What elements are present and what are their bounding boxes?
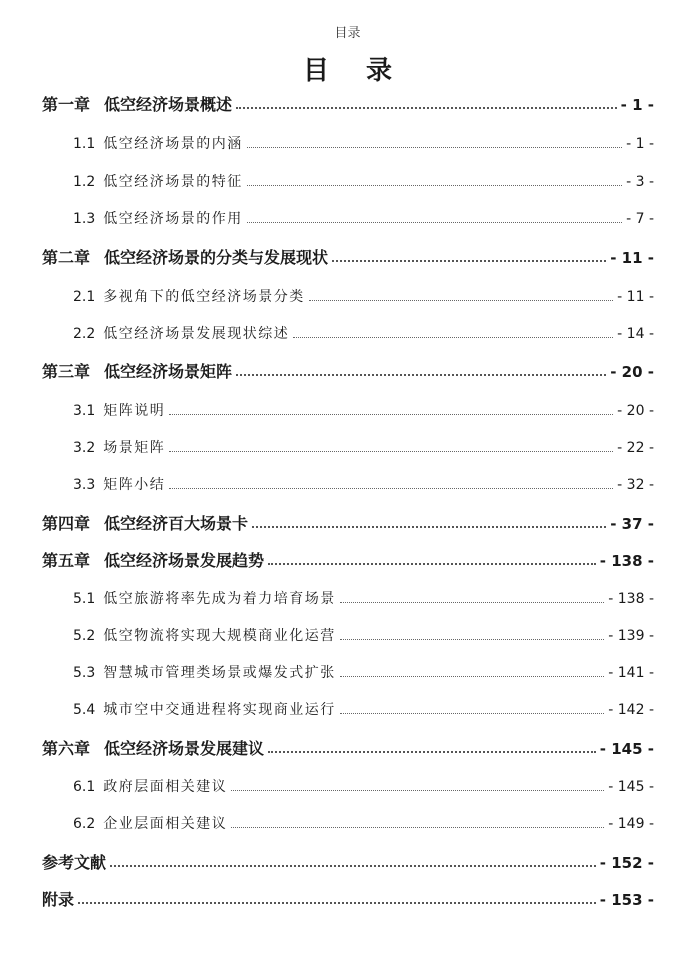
- toc-entry-chapter-4[interactable]: [42, 511, 654, 534]
- entry-page: - 11 -: [610, 249, 654, 267]
- entry-page: - 149 -: [608, 816, 654, 832]
- toc-entry-chapter-3[interactable]: [42, 359, 654, 382]
- entry-page: - 20 -: [610, 363, 654, 381]
- entry-label: 低空旅游将率先成为着力培育场景: [103, 591, 336, 607]
- dot-leader: [247, 147, 622, 148]
- dot-leader: [340, 676, 605, 677]
- entry-number: 6.1: [73, 779, 96, 795]
- dot-leader: [309, 300, 613, 301]
- entry-label: 低空经济场景的内涵: [103, 136, 243, 152]
- toc-entry-references[interactable]: [42, 850, 654, 873]
- dot-leader: [340, 639, 605, 640]
- entry-page: - 1 -: [626, 136, 654, 152]
- entry-page: - 138 -: [608, 591, 654, 607]
- entry-label: 政府层面相关建议: [103, 779, 228, 795]
- toc-entry-section-5-1[interactable]: [73, 588, 654, 608]
- entry-number: 5.3: [73, 665, 96, 681]
- entry-page: - 141 -: [608, 665, 654, 681]
- dot-leader: [231, 827, 604, 828]
- entry-page: - 22 -: [617, 440, 654, 456]
- dot-leader: [340, 602, 605, 603]
- dot-leader: [78, 902, 596, 904]
- entry-number: 第五章: [42, 551, 91, 570]
- dot-leader: [236, 374, 606, 376]
- entry-number: 6.2: [73, 816, 96, 832]
- dot-leader: [169, 488, 613, 489]
- entry-number: 第一章: [42, 95, 91, 114]
- toc-entry-appendix[interactable]: [42, 887, 654, 910]
- toc-entry-section-3-3[interactable]: [73, 474, 654, 494]
- toc-entry-section-2-2[interactable]: [73, 323, 654, 343]
- dot-leader: [247, 185, 622, 186]
- entry-page: - 142 -: [608, 702, 654, 718]
- toc-entry-section-3-2[interactable]: [73, 437, 654, 457]
- entry-number: 5.2: [73, 628, 96, 644]
- entry-label: 参考文献: [42, 853, 107, 872]
- entry-label: 低空经济场景的作用: [103, 211, 243, 227]
- dot-leader: [268, 751, 596, 753]
- entry-number: 第二章: [42, 248, 91, 267]
- dot-leader: [340, 713, 605, 714]
- entry-number: 3.1: [73, 403, 96, 419]
- entry-label: 低空经济场景发展趋势: [104, 551, 265, 570]
- entry-label: 低空经济百大场景卡: [104, 514, 249, 533]
- dot-leader: [247, 222, 622, 223]
- dot-leader: [169, 414, 613, 415]
- toc-entry-section-5-4[interactable]: [73, 699, 654, 719]
- entry-number: 3.3: [73, 477, 96, 493]
- entry-label: 低空物流将实现大规模商业化运营: [103, 628, 336, 644]
- entry-label: 低空经济场景发展现状综述: [103, 326, 290, 342]
- entry-number: 第六章: [42, 739, 91, 758]
- dot-leader: [293, 337, 613, 338]
- entry-number: 1.2: [73, 174, 96, 190]
- entry-label: 矩阵小结: [103, 477, 166, 493]
- entry-number: 3.2: [73, 440, 96, 456]
- entry-number: 2.2: [73, 326, 96, 342]
- entry-page: - 145 -: [608, 779, 654, 795]
- entry-page: - 37 -: [610, 515, 654, 533]
- entry-page: - 145 -: [599, 740, 654, 758]
- entry-number: 第三章: [42, 362, 91, 381]
- page-title: 目 录: [302, 56, 407, 86]
- entry-page: - 1 -: [620, 96, 654, 114]
- entry-label: 低空经济场景矩阵: [104, 362, 233, 381]
- dot-leader: [236, 107, 617, 109]
- entry-page: - 152 -: [599, 854, 654, 872]
- toc-entry-section-5-2[interactable]: [73, 625, 654, 645]
- toc-entry-section-5-3[interactable]: [73, 662, 654, 682]
- entry-page: - 11 -: [617, 289, 654, 305]
- toc-entry-chapter-6[interactable]: [42, 736, 654, 759]
- entry-page: - 7 -: [626, 211, 654, 227]
- entry-page: - 139 -: [608, 628, 654, 644]
- entry-page: - 20 -: [617, 403, 654, 419]
- entry-label: 城市空中交通进程将实现商业运行: [103, 702, 336, 718]
- entry-page: - 14 -: [617, 326, 654, 342]
- dot-leader: [332, 260, 606, 262]
- entry-label: 附录: [42, 890, 75, 909]
- dot-leader: [169, 451, 613, 452]
- dot-leader: [110, 865, 596, 867]
- toc-entry-section-3-1[interactable]: [73, 400, 654, 420]
- toc-entry-section-6-2[interactable]: [73, 813, 654, 833]
- toc-entry-section-2-1[interactable]: [73, 286, 654, 306]
- entry-number: 1.3: [73, 211, 96, 227]
- entry-label: 智慧城市管理类场景或爆发式扩张: [103, 665, 336, 681]
- entry-label: 低空经济场景的特征: [103, 174, 243, 190]
- entry-number: 5.4: [73, 702, 96, 718]
- entry-number: 2.1: [73, 289, 96, 305]
- entry-page: - 3 -: [626, 174, 654, 190]
- entry-label: 低空经济场景发展建议: [104, 739, 265, 758]
- toc-entry-section-1-2[interactable]: [73, 171, 654, 191]
- toc-entry-section-1-3[interactable]: [73, 208, 654, 228]
- entry-label: 企业层面相关建议: [103, 816, 228, 832]
- entry-label: 场景矩阵: [103, 440, 166, 456]
- entry-label: 矩阵说明: [103, 403, 166, 419]
- toc-entry-section-6-1[interactable]: [73, 776, 654, 796]
- entry-label: 多视角下的低空经济场景分类: [103, 289, 305, 305]
- dot-leader: [252, 526, 606, 528]
- toc-entry-chapter-5[interactable]: [42, 548, 654, 571]
- dot-leader: [231, 790, 604, 791]
- entry-label: 低空经济场景概述: [104, 95, 233, 114]
- entry-number: 5.1: [73, 591, 96, 607]
- running-header: 目录: [334, 26, 361, 41]
- entry-page: - 138 -: [599, 552, 654, 570]
- toc-entry-chapter-1[interactable]: [42, 92, 654, 115]
- entry-number: 第四章: [42, 514, 91, 533]
- entry-label: 低空经济场景的分类与发展现状: [104, 248, 329, 267]
- toc-entry-section-1-1[interactable]: [73, 133, 654, 153]
- entry-page: - 32 -: [617, 477, 654, 493]
- entry-page: - 153 -: [599, 891, 654, 909]
- entry-number: 1.1: [73, 136, 96, 152]
- dot-leader: [268, 563, 596, 565]
- toc-entry-chapter-2[interactable]: [42, 245, 654, 268]
